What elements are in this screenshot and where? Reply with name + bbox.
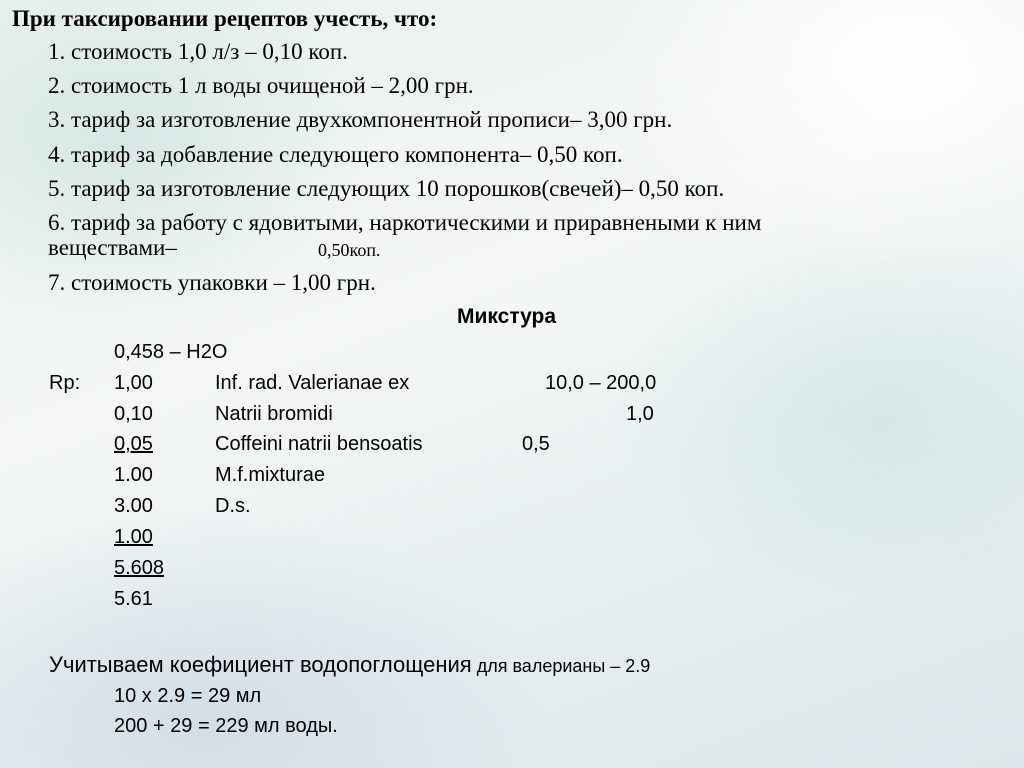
recipe-instruction: D.s.: [215, 495, 251, 517]
recipe-price: 1.00: [114, 464, 153, 486]
coefficient-line: [49, 652, 650, 678]
recipe-amount: 10,0 – 200,0: [545, 372, 657, 394]
list-item-3: 3. тариф за изготовление двухкомпонентной прописи– 3,00 грн.: [48, 107, 673, 132]
list-item-4: 4. тариф за добавление следующего компонента– 0,50 коп.: [48, 142, 623, 167]
list-item-6-price: 0,50коп.: [318, 240, 381, 260]
list-item-5: 5. тариф за изготовление следующих 10 порошков(свечей)– 0,50 коп.: [48, 176, 725, 201]
recipe-price: 3.00: [114, 495, 153, 517]
heading: При таксировании рецептов учесть, что:: [12, 6, 438, 31]
recipe-ingredient: Inf. rad. Valerianae ex: [215, 372, 410, 394]
calc-line-1: 10 х 2.9 = 29 мл: [114, 685, 262, 707]
recipe-price: 0,10: [114, 403, 153, 425]
rp-label: Rp:: [49, 372, 81, 394]
recipe-total: 5.61: [114, 588, 153, 610]
mixture-title: Микстура: [457, 305, 557, 328]
recipe-subtotal: 5.608: [114, 557, 165, 579]
recipe-price: 1.00: [114, 526, 153, 548]
list-item-7: 7. стоимость упаковки – 1,00 грн.: [48, 270, 376, 295]
list-item-6: 6. тариф за работу с ядовитыми, наркотическими и приравнеными к ним: [48, 210, 762, 235]
recipe-ingredient: Natrii bromidi: [215, 403, 333, 425]
list-item-6-cont: веществами–: [48, 235, 177, 260]
recipe-amount: 0,5: [522, 433, 550, 455]
recipe-price: 0,05: [114, 433, 153, 455]
coefficient-value: для валерианы – 2.9: [471, 656, 651, 676]
coefficient-text: Учитываем коефициент водопоглощения: [49, 652, 472, 677]
recipe-ingredient: Coffeini natrii bensoatis: [215, 433, 423, 455]
water-line: 0,458 – H2O: [114, 341, 228, 363]
recipe-amount: 1,0: [626, 403, 654, 425]
list-item-1: 1. стоимость 1,0 л/з – 0,10 коп.: [48, 39, 348, 64]
recipe-price: 1,00: [114, 372, 153, 394]
calc-line-2: 200 + 29 = 229 мл воды.: [114, 715, 338, 737]
list-item-2: 2. стоимость 1 л воды очищеной – 2,00 грн.: [48, 73, 474, 98]
recipe-instruction: M.f.mixturae: [215, 464, 326, 486]
